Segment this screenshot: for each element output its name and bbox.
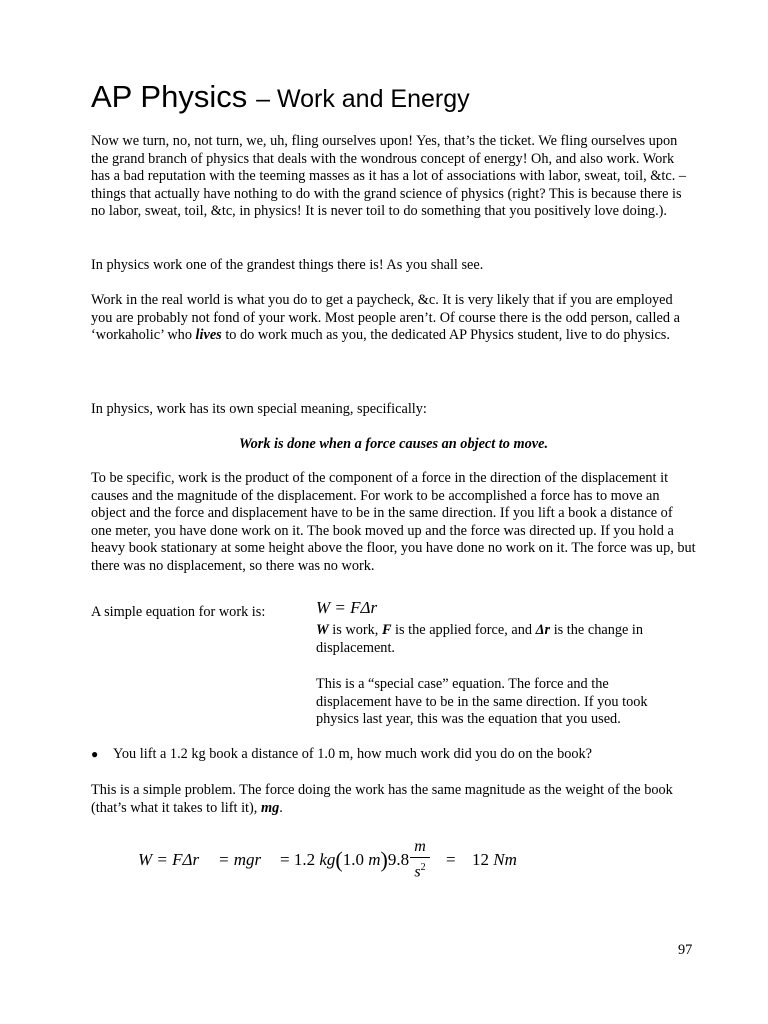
special-meaning-paragraph: In physics, work has its own special meaning, specifically: xyxy=(91,401,427,417)
real-world-text-a: Work in the real world is what you do to get a paycheck, &c. It is very likely that if you are employed you are probably not fond of your work. Most people aren’t. Of course there is the odd person, called a ‘workaholic’ who xyxy=(91,292,680,344)
work-equation: W = FΔr xyxy=(316,598,378,617)
real-world-text-b: to do work much as you, the dedicated AP Physics student, live to do physics. xyxy=(221,327,670,344)
calc-unit-kg: kg xyxy=(319,850,336,869)
fraction-numerator: m xyxy=(414,838,426,855)
equation-label: A simple equation for work is: xyxy=(91,604,266,620)
calc-gravity-value: 9.8 xyxy=(387,850,410,869)
calc-substitution xyxy=(280,848,409,872)
desc-text-3: is the change in displacement. xyxy=(316,622,644,656)
title-subtitle: – Work and Energy xyxy=(256,85,470,113)
work-explanation-paragraph: To be specific, work is the product of the component of a force in the direction of the displacement it causes and the magnitude of the displacement. For work to be accomplished a force has to move an object and the force and displacement have to be in the same direction. If you lift a book a distance of one meter, you have done work on it. The book moved up and the force was directed up. If you hold a heavy book stationary at some height above the floor, you have done no work on it. The force was up, but there was no displacement, so there was no work. xyxy=(91,470,696,574)
calc-equals: = xyxy=(446,850,456,869)
page-number: 97 xyxy=(678,942,693,958)
unit-fraction xyxy=(410,838,430,881)
example-answer xyxy=(91,782,696,817)
grandest-paragraph: In physics work one of the grandest things there is! As you shall see. xyxy=(91,257,484,273)
desc-text-1: is work, xyxy=(328,622,382,638)
open-paren: ( xyxy=(335,847,343,872)
question-text: You lift a 1.2 kg book a distance of 1.0 m, how much work did you do on the book? xyxy=(113,746,593,762)
example-question xyxy=(91,746,592,764)
equation-description xyxy=(316,622,676,657)
fraction-den-unit: s xyxy=(414,863,421,881)
calc-result xyxy=(472,848,517,872)
mg-emphasis: mg xyxy=(260,799,280,816)
calc-result-value: 12 xyxy=(472,850,494,869)
answer-text-b: . xyxy=(279,799,283,816)
work-definition: Work is done when a force causes an object to move. xyxy=(238,436,549,452)
var-delta-r: Δr xyxy=(535,622,551,638)
calc-formula: W = FΔr xyxy=(138,850,200,869)
real-world-work-paragraph xyxy=(91,292,696,345)
title-main: AP Physics xyxy=(91,79,248,114)
answer-text-a: This is a simple problem. The force doing the work has the same magnitude as the weight of the book (that’s what it takes to lift it), xyxy=(91,782,673,816)
close-paren: ) xyxy=(380,847,388,872)
special-case-note: This is a “special case” equation. The force and the displacement have to be in the same direction. If you took physics last year, this was the equation that you used. xyxy=(316,676,648,728)
var-f: F xyxy=(381,622,392,638)
calc-result-unit: Nm xyxy=(493,850,517,869)
var-w: W xyxy=(316,622,329,638)
page-title xyxy=(91,76,470,119)
fraction-denominator xyxy=(410,859,430,881)
desc-text-2: is the applied force, and xyxy=(391,622,536,638)
fraction-bar xyxy=(410,857,430,858)
calc-distance-value: 1.0 xyxy=(342,850,369,869)
calc-unit-m: m xyxy=(368,850,381,869)
calc-mass-value: = 1.2 xyxy=(280,850,320,869)
fraction-exponent: 2 xyxy=(420,862,426,873)
calc-mgr: = mgr xyxy=(218,850,262,869)
intro-paragraph: Now we turn, no, not turn, we, uh, fling ourselves upon! Yes, that’s the ticket. We fling ourselves upon the grand branch of physics that deals with the wondrous concept of energy! Oh, and also work. Work has a bad reputation with the teeming masses as it has a lot of associations with labor, sweat, toil, &tc. – things that actually have nothing to do with the grand science of physics (right? This is because there is no labor, sweat, toil, &tc, in physics! It is never toil to do something that you positively love doing.). xyxy=(91,133,687,220)
lives-emphasis: lives xyxy=(195,327,222,344)
bullet-icon: ● xyxy=(91,747,99,761)
